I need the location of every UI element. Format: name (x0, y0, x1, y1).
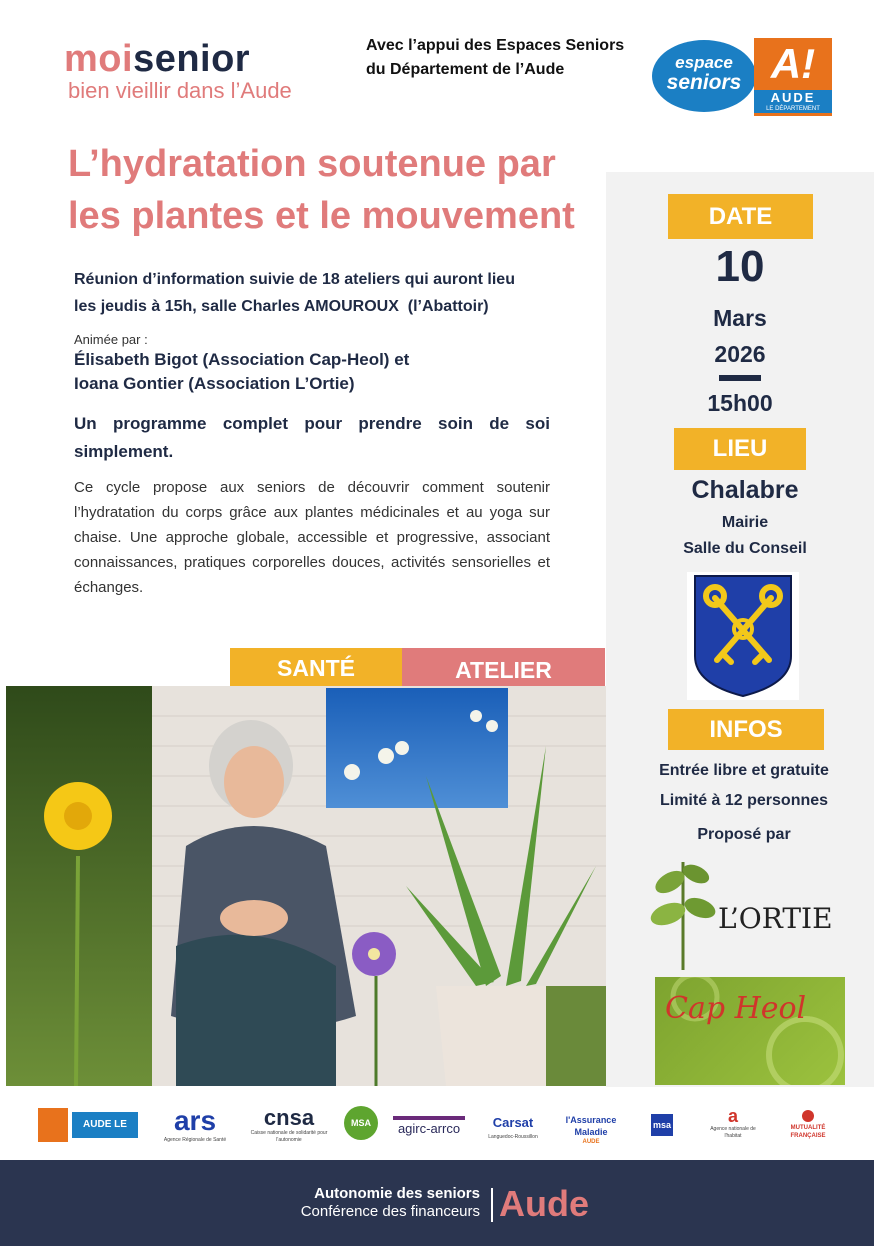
partner-aude-text: AUDE LE DÉPARTEMENT (72, 1112, 138, 1138)
page-title (68, 138, 668, 242)
intro-line-1: Réunion d’information suivie de 18 ateliers qui auront lieu (74, 271, 515, 288)
partner-msa-grand-sud-logo (638, 1106, 686, 1146)
partner-ars-logo (158, 1106, 232, 1146)
hero-photo (6, 686, 606, 1086)
date-year: 2026 (714, 341, 766, 367)
support-line-2: du Département de l’Aude (366, 61, 565, 78)
animated-by-label: Animée par : (74, 332, 148, 347)
footer-divider (491, 1188, 493, 1222)
brand-senior: senior (133, 38, 251, 80)
ortie-logo (648, 852, 844, 972)
footer-aude: Aude (499, 1183, 589, 1224)
footer-line-2: Conférence des financeurs (300, 1203, 480, 1220)
aude-mark: A! (770, 40, 816, 87)
partner-anah-text: Agence nationale de l'habitat (710, 1126, 756, 1139)
partner-anah-logo: a Agence nationale de l'habitat (704, 1106, 762, 1146)
title-line-2: les plantes et le mouvement (68, 195, 575, 237)
info-free-entry: Entrée libre et gratuite (659, 762, 829, 779)
lieu-place-1: Mairie (721, 514, 769, 531)
partner-assurance-maladie-logo (560, 1106, 622, 1146)
animator-1: Élisabeth Bigot (Association Cap-Heol) et (74, 350, 410, 369)
capheol-logo-text: Cap Heol (665, 991, 807, 1026)
partner-cnsa-text: cnsa (263, 1105, 315, 1130)
intro-text (74, 266, 604, 320)
partner-agirc-arrco-text: agirc-arrco (397, 1121, 461, 1136)
intro-line-2: les jeudis à 15h, salle Charles AMOUROUX (l’Abattoir) (74, 298, 489, 315)
chalabre-coat-of-arms-icon (687, 572, 799, 700)
partner-mutualite-logo (782, 1106, 834, 1146)
partner-ars-sub: Agence Régionale de Santé (163, 1137, 227, 1143)
aude-name: AUDE (754, 90, 832, 105)
partner-assurance-maladie-sub: AUDE (582, 1139, 600, 1145)
brand-tagline: bien vieillir dans l’Aude (68, 78, 292, 103)
tag-sante: SANTÉ (230, 648, 402, 688)
espace-seniors-line-1: espace (675, 53, 733, 72)
title-line-1: L’hydratation soutenue par (68, 143, 556, 185)
partner-msa-green-logo (344, 1106, 378, 1146)
date-day: 10 (715, 242, 765, 291)
brand-logo (64, 40, 250, 78)
date-badge: DATE (668, 194, 813, 239)
partner-msa-green-text: MSA (344, 1106, 378, 1140)
ortie-logo-text: L’ORTIE (718, 902, 833, 935)
lieu-place-2: Salle du Conseil (683, 540, 807, 557)
partner-carsat-logo (480, 1106, 546, 1146)
proposed-by-label: Proposé par (697, 826, 791, 843)
partner-ars-text: ars (173, 1105, 217, 1136)
date-time: 15h00 (707, 390, 773, 416)
partner-assurance-maladie-text: l'Assurance Maladie (565, 1115, 617, 1137)
lieu-place (640, 510, 850, 562)
info-limit: Limité à 12 personnes (659, 792, 829, 809)
espace-seniors-line-2: seniors (666, 71, 742, 94)
partner-agirc-arrco-logo (393, 1106, 465, 1146)
partner-msa-grand-sud-text: msa (651, 1114, 673, 1136)
aude-sub: LE DÉPARTEMENT (754, 105, 832, 113)
lieu-town: Chalabre (691, 476, 799, 504)
espace-seniors-logo (652, 40, 756, 112)
capheol-logo (655, 977, 845, 1085)
brand-moi: moi (64, 38, 134, 80)
infos-badge: INFOS (668, 709, 824, 750)
animators (74, 348, 604, 396)
partner-cnsa-logo (250, 1106, 328, 1146)
animator-2: Ioana Gontier (Association L’Ortie) (74, 374, 355, 393)
partner-cnsa-sub: Caisse nationale de solidarité pour l'autonomie (250, 1130, 328, 1143)
partner-mutualite-text: MUTUALITÉ FRANÇAISE (790, 1125, 826, 1139)
lieu-badge: LIEU (674, 428, 806, 470)
support-line-1: Avec l’appui des Espaces Seniors (366, 37, 625, 54)
partner-aude-logo (38, 1106, 148, 1156)
support-text (366, 34, 666, 82)
program-heading: Un programme complet pour prendre soin de soi simplement. (74, 414, 550, 461)
date-separator (719, 375, 761, 381)
program-description: Ce cycle propose aux seniors de découvrir comment soutenir l’hydratation du corps grâce aux plantes médicinales et au yoga sur chaise. Une approche globale, accessible et progressive, associant connaissances, pratiques corporelles douces, activités sensorielles et échanges. (74, 479, 550, 596)
aude-department-logo (754, 38, 832, 116)
tag-atelier: ATELIER (402, 648, 605, 688)
partner-carsat-text: Carsat (492, 1115, 534, 1130)
date-month: Mars (713, 305, 767, 331)
footer-line-1: Autonomie des seniors (314, 1185, 480, 1202)
partner-carsat-sub: Languedoc-Roussillon (488, 1134, 538, 1140)
